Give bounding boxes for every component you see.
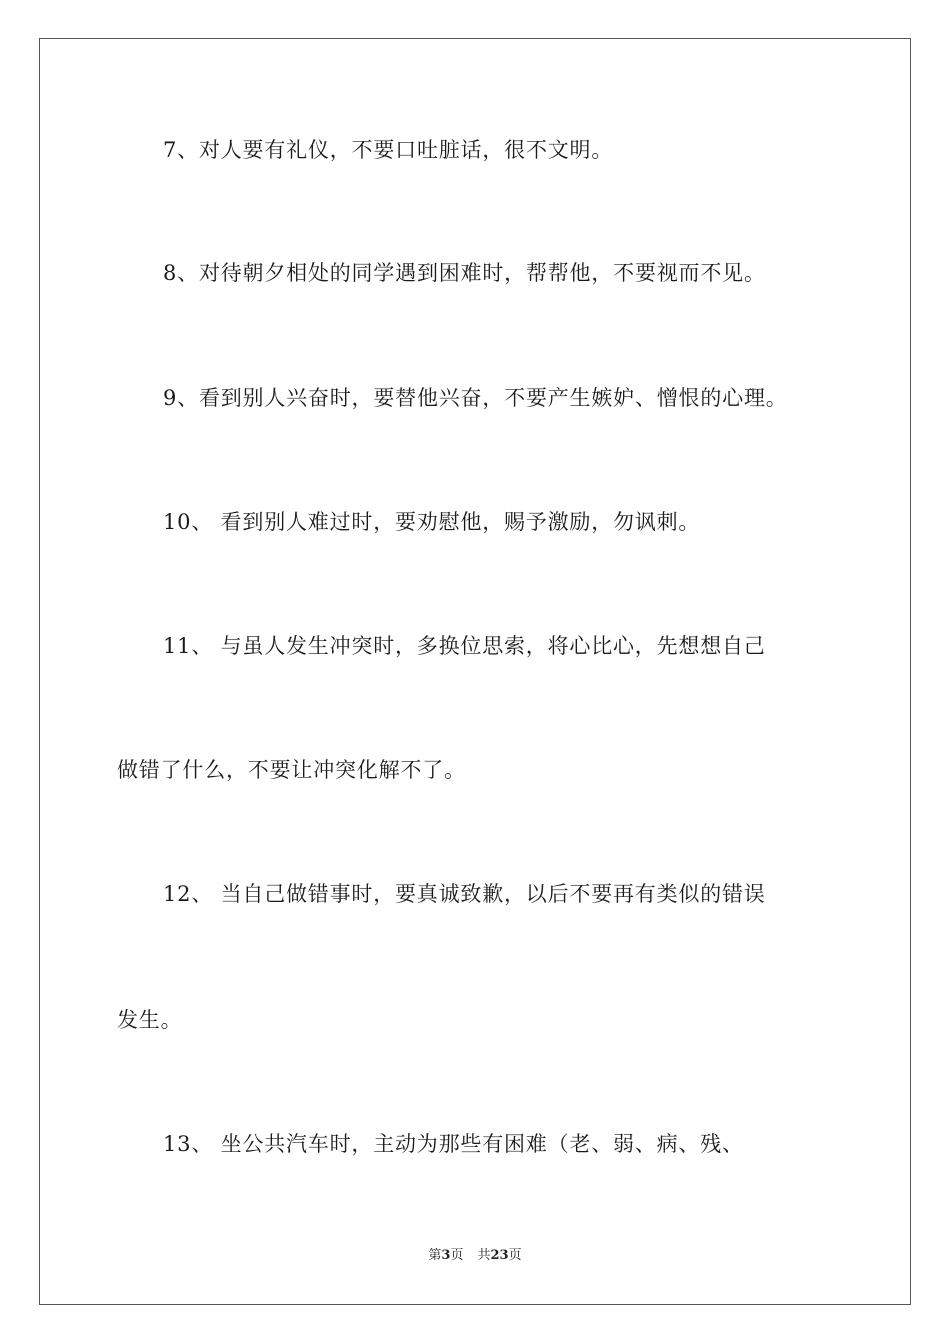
paragraph-11-continuation: 做错了什么，不要让冲突化解不了。 xyxy=(117,758,466,782)
paragraph-8: 8、对待朝夕相处的同学遇到困难时，帮帮他，不要视而不见。 xyxy=(163,261,766,285)
paragraph-11: 11、 与虽人发生冲突时，多换位思索，将心比心，先想想自己 xyxy=(163,634,766,658)
footer-page-prefix: 第 xyxy=(428,1248,442,1263)
paragraph-13: 13、 坐公共汽车时，主动为那些有困难（老、弱、病、残、 xyxy=(163,1132,744,1156)
footer-page-suffix: 页 xyxy=(450,1248,464,1263)
footer-page-number: 3 xyxy=(441,1248,451,1263)
page-frame xyxy=(39,38,911,1305)
page-footer xyxy=(0,1247,950,1265)
footer-total-suffix: 页 xyxy=(508,1248,522,1263)
footer-total-pages: 23 xyxy=(490,1248,509,1263)
footer-total-prefix: 共 xyxy=(477,1248,491,1263)
paragraph-12: 12、 当自己做错事时，要真诚致歉，以后不要再有类似的错误 xyxy=(163,882,766,906)
paragraph-10: 10、 看到别人难过时，要劝慰他，赐予激励，勿讽刺。 xyxy=(163,510,701,534)
paragraph-7: 7、对人要有礼仪，不要口吐脏话，很不文明。 xyxy=(163,138,614,162)
paragraph-12-continuation: 发生。 xyxy=(117,1008,183,1032)
paragraph-9: 9、看到别人兴奋时，要替他兴奋，不要产生嫉妒、憎恨的心理。 xyxy=(163,386,788,410)
